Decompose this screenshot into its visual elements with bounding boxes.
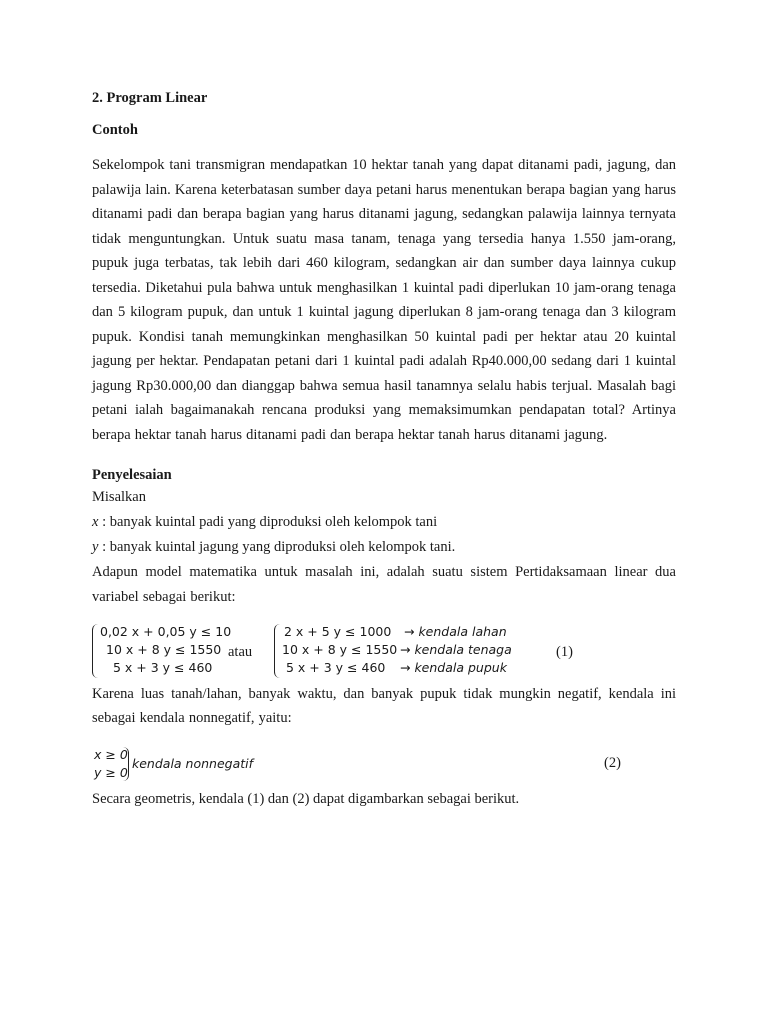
example-subtitle: Contoh xyxy=(92,122,138,138)
inequality-system xyxy=(92,624,676,682)
variable-x-description: : banyak kuintal padi yang diproduksi oleh kelompok tani xyxy=(98,514,438,530)
nonneg-right-brace xyxy=(122,747,129,781)
nonnegative-paragraph: Karena luas tanah/lahan, banyak waktu, dan banyak pupuk tidak mungkin negatif, kendala ini sebagai kendala nonnegatif, yaitu: xyxy=(92,685,676,726)
section-title: 2. Program Linear xyxy=(92,90,208,106)
document-page xyxy=(92,84,676,812)
nonneg-label: kendala nonnegatif xyxy=(132,756,254,771)
nonneg-row-x: x ≥ 0 xyxy=(94,747,128,762)
variable-y-description: : banyak kuintal jagung yang diproduksi oleh kelompok tani. xyxy=(98,539,456,555)
variable-y-symbol: y xyxy=(92,539,99,555)
misalkan-label: Misalkan xyxy=(92,489,146,505)
problem-paragraph: Sekelompok tani transmigran mendapatkan 10 hektar tanah yang dapat ditanami padi, jagung, dan palawija lain. Karena keterbatasan sumber daya petani harus menentukan berapa bagian yang harus ditanami padi dan berapa bagian yang harus ditanami jagung, sedangkan palawija lainnya ternyata tidak menguntungkan. Untuk suatu masa tanam, tenaga yang tersedia hanya 1.550 jam-orang, pupuk juga terbatas, tak lebih dari 460 kilogram, sedangkan air dan sumber daya lainnya cukup tersedia. Diketahui pula bahwa untuk menghasilkan 1 kuintal padi diperlukan 10 jam-orang tenaga dan 5 kilogram pupuk, dan untuk 1 kuintal jagung diperlukan 8 jam-orang tenaga dan 3 kilogram pupuk. Kondisi tanah memungkinkan menghasilkan 50 kuintal padi per hektar atau 20 kuintal jagung per hektar. Pendapatan petani dari 1 kuintal padi adalah Rp40.000,00 sedang dari 1 kuintal jagung Rp30.000,00 dan dianggap bahwa semua hasil tanamnya selalu habis terjual. Masalah bagi petani ialah bagaimanakah rencana produksi yang memaksimumkan pendapatan total? Artinya berapa hektar tanah harus ditanami padi dan berapa hektar tanah harus ditanami jagung. xyxy=(92,157,676,443)
model-paragraph: Adapun model matematika untuk masalah ini, adalah suatu sistem Pertidaksamaan linear dua variabel sebagai berikut: xyxy=(92,564,676,605)
nonneg-row-y: y ≥ 0 xyxy=(94,765,128,780)
left-system-row-3: 5 x + 3 y ≤ 460 xyxy=(113,659,213,675)
constraint-label-pupuk: → kendala pupuk xyxy=(400,659,507,675)
solution-title: Penyelesaian xyxy=(92,467,172,483)
constraint-label-tenaga: → kendala tenaga xyxy=(400,641,512,657)
equation-number-2: (2) xyxy=(604,755,621,771)
left-system-row-2: 10 x + 8 y ≤ 1550 xyxy=(106,641,222,657)
nonnegative-constraints xyxy=(92,745,676,785)
left-brace xyxy=(92,624,99,678)
atau-connector: atau xyxy=(228,643,253,660)
equation-number-1: (1) xyxy=(556,643,573,660)
closing-sentence: Secara geometris, kendala (1) dan (2) dapat digambarkan sebagai berikut. xyxy=(92,791,520,807)
right-system-row-3: 5 x + 3 y ≤ 460 xyxy=(286,659,386,675)
variable-x-definition xyxy=(92,510,676,535)
constraint-label-lahan: → kendala lahan xyxy=(404,623,507,639)
right-system-row-1: 2 x + 5 y ≤ 1000 xyxy=(284,623,392,639)
left-system-row-1: 0,02 x + 0,05 y ≤ 10 xyxy=(100,623,232,639)
variable-y-definition xyxy=(92,535,676,560)
variable-x-symbol: x xyxy=(92,514,99,530)
right-system-row-2: 10 x + 8 y ≤ 1550 xyxy=(282,641,398,657)
right-brace xyxy=(274,624,281,678)
